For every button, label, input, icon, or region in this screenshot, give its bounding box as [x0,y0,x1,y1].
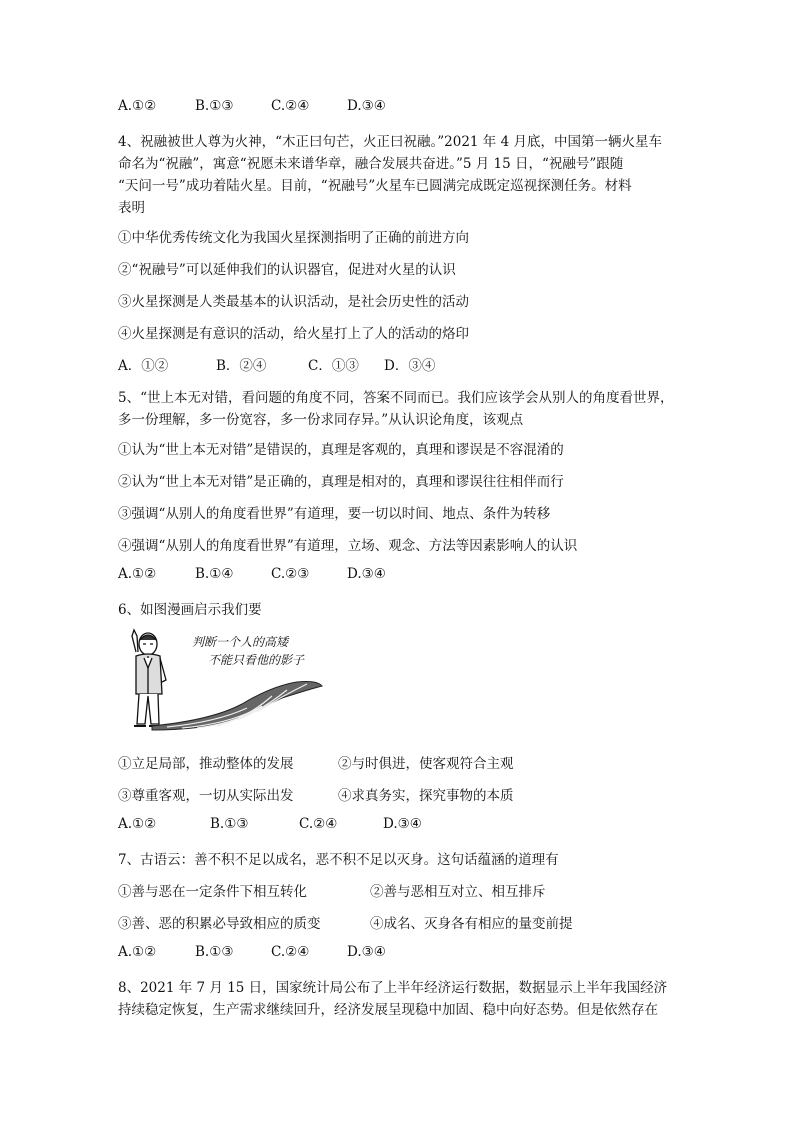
q5-statement-4: ④强调“从别人的角度看世界”有道理，立场、观念、方法等因素影响人的认识 [118,538,578,554]
q4-stem-line-3: “天问一号”成功着陆火星。目前，“祝融号”火星车已圆满完成既定巡视探测任务。材料 [118,178,632,194]
q6-statement-4: ④求真务实，探究事物的本质 [338,788,514,804]
q4-statement-4: ④火星探测是有意识的活动，给火星打上了人的活动的烙印 [118,326,469,342]
q3-options [118,98,386,114]
q6-statement-2: ②与时俱进，使客观符合主观 [338,756,514,772]
comic-caption-line-1: 判断一个人的高矮 [192,635,289,649]
q4-option-c: C．①③ [308,358,359,374]
q5-statement-1: ①认为“世上本无对错”是错误的，真理是客观的，真理和谬误是不容混淆的 [118,442,564,458]
q5-option-d: D.③④ [347,566,386,582]
q4-statement-1: ①中华优秀传统文化为我国火星探测指明了正确的前进方向 [118,230,469,246]
q6-option-c: C.②④ [299,816,338,832]
q8-stem-line-2: 持续稳定恢复，生产需求继续回升，经济发展呈现稳中加固、稳中向好态势。但是依然存在 [118,1002,658,1018]
q7-statements-row-2 [118,912,573,932]
q5-options [118,566,386,582]
q3-option-a: A.①② [118,98,157,114]
q6-stem: 6、如图漫画启示我们要 [118,602,262,618]
q7-option-b: B.①③ [195,944,234,960]
q6-option-d: D.③④ [383,816,422,832]
q4-stem-line-2: 命名为“祝融”，寓意“祝愿未来谱华章，融合发展共奋进。”5 月 15 日，“祝融号”跟随 [118,156,624,172]
q7-statement-4: ④成名、灭身各有相应的量变前提 [370,916,573,932]
q6-option-b: B.①③ [210,816,249,832]
q5-statement-2: ②认为“世上本无对错”是正确的，真理是相对的，真理和谬误往往相伴而行 [118,474,564,490]
q4-stem-line-4: 表明 [118,200,145,216]
q6-option-a: A.①② [118,816,157,832]
q7-options [118,944,386,960]
q6-statements-row-2 [118,784,514,804]
q7-option-c: C.②④ [271,944,310,960]
q6-options [118,816,422,832]
q7-statements-row-1 [118,880,546,900]
q3-option-b: B.①③ [195,98,234,114]
q5-statement-3: ③强调“从别人的角度看世界”有道理，要一切以时间、地点、条件为转移 [118,506,551,522]
q7-stem: 7、古语云：善不积不足以成名，恶不积不足以灭身。这句话蕴涵的道理有 [118,852,559,868]
q5-option-b: B.①④ [195,566,234,582]
q4-statement-3: ③火星探测是人类最基本的认识活动，是社会历史性的活动 [118,294,469,310]
q4-options [118,354,435,374]
q8-stem-line-1: 8、2021 年 7 月 15 日，国家统计局公布了上半年经济运行数据，数据显示上半年我国经济 [118,980,668,996]
q4-statement-2: ②“祝融号”可以延伸我们的认识器官，促进对火星的认识 [118,262,456,278]
q4-stem-line-1: 4、祝融被世人尊为火神，“木正曰句芒，火正曰祝融。”2021 年 4 月底，中国第一辆火星车 [118,134,662,150]
q5-stem-line-1: 5、“世上本无对错，看问题的角度不同，答案不同而已。我们应该学会从别人的角度看世界， [118,390,674,406]
comic-man-figure [132,630,166,726]
q4-option-b: B．②④ [216,358,267,374]
q6-statements-row-1 [118,752,514,772]
q7-option-d: D.③④ [347,944,386,960]
q5-stem-line-2: 多一份理解，多一份宽容，多一份求同存异。”从认识论角度，该观点 [118,412,524,428]
q6-statement-3: ③尊重客观，一切从实际出发 [118,788,294,804]
q4-option-a: A．①② [118,358,169,374]
q5-option-a: A.①② [118,566,157,582]
q7-option-a: A.①② [118,944,157,960]
comic-illustration [122,624,332,732]
q7-statement-3: ③善、恶的积累必导致相应的质变 [118,916,321,932]
comic-caption-line-2: 不能只看他的影子 [208,653,305,667]
q7-statement-2: ②善与恶相互对立、相互排斥 [370,884,546,900]
q4-option-d: D．③④ [384,358,436,374]
q3-option-c: C.②④ [271,98,310,114]
q5-option-c: C.②③ [271,566,310,582]
q6-statement-1: ①立足局部，推动整体的发展 [118,756,294,772]
q7-statement-1: ①善与恶在一定条件下相互转化 [118,884,307,900]
comic-shadow [152,682,322,731]
q3-option-d: D.③④ [347,98,386,114]
